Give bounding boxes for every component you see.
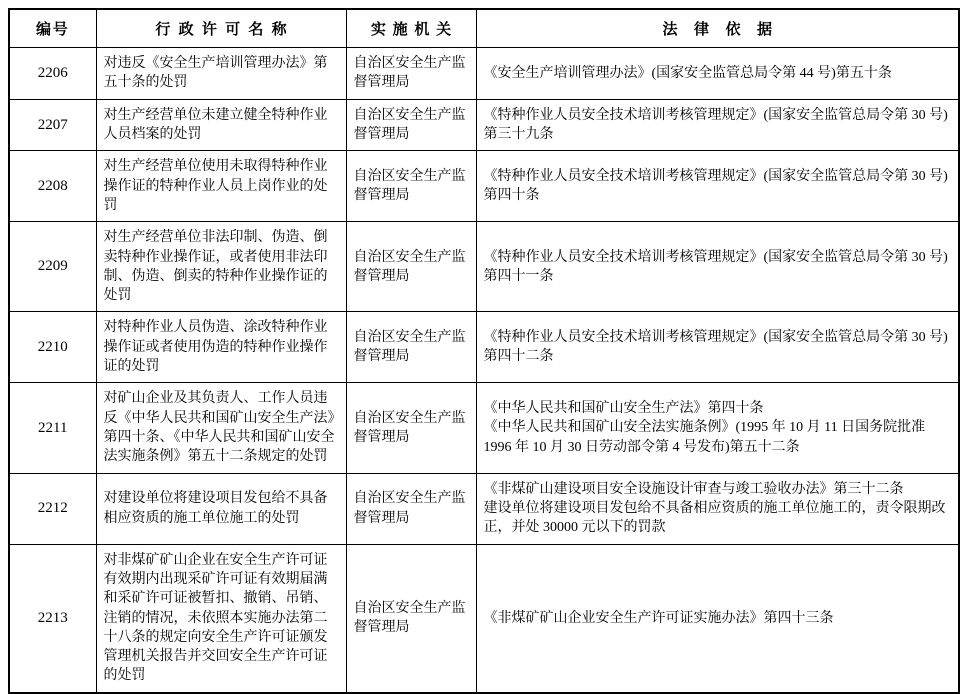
permits-table xyxy=(8,8,960,694)
legal-basis-line: 建设单位将建设项目发包给不具备相应资质的施工单位施工的，责令限期改正，并处 30000 元以下的罚款 xyxy=(483,500,946,536)
legal-basis-line: 《安全生产培训管理办法》(国家安全监管总局令第 44 号)第五十条 xyxy=(483,65,892,81)
cell-agency: 自治区安全生产监督管理局 xyxy=(346,151,476,222)
cell-agency: 自治区安全生产监督管理局 xyxy=(346,99,476,151)
cell-permit-number: 2206 xyxy=(9,48,96,100)
column-header-legal: 法律依据 xyxy=(476,9,959,48)
legal-basis-line: 《中华人民共和国矿山安全法实施条例》(1995 年 10 月 11 日国务院批准 1996 年 10 月 30 日劳动部令第 4 号发布)第五十二条 xyxy=(483,420,926,455)
column-header-name: 行政许可名称 xyxy=(96,9,346,48)
table-body xyxy=(9,48,959,693)
cell-permit-number: 2211 xyxy=(9,383,96,473)
cell-permit-number: 2213 xyxy=(9,544,96,693)
cell-agency: 自治区安全生产监督管理局 xyxy=(346,222,476,312)
column-header-agency: 实施机关 xyxy=(346,9,476,48)
cell-legal-basis xyxy=(476,222,959,312)
legal-basis-line: 《中华人民共和国矿山安全生产法》第四十条 xyxy=(483,401,764,417)
legal-basis-line: 《特种作业人员安全技术培训考核管理规定》(国家安全监管总局令第 30 号)第四十一条 xyxy=(483,249,948,284)
legal-basis-line: 《特种作业人员安全技术培训考核管理规定》(国家安全监管总局令第 30 号)第三十九条 xyxy=(483,107,948,142)
cell-permit-name: 对生产经营单位非法印制、伪造、倒卖特种作业操作证，或者使用非法印制、伪造、倒卖的特种作业操作证的处罚 xyxy=(96,222,346,312)
table-row xyxy=(9,48,959,100)
cell-agency: 自治区安全生产监督管理局 xyxy=(346,48,476,100)
table-row xyxy=(9,99,959,151)
cell-legal-basis xyxy=(476,473,959,544)
table-row xyxy=(9,312,959,383)
legal-basis-line: 《特种作业人员安全技术培训考核管理规定》(国家安全监管总局令第 30 号)第四十条 xyxy=(483,168,948,204)
cell-legal-basis xyxy=(476,151,959,222)
legal-basis-line: 《非煤矿矿山企业安全生产许可证实施办法》第四十三条 xyxy=(483,610,834,626)
cell-permit-number: 2210 xyxy=(9,312,96,383)
cell-permit-name: 对建设单位将建设项目发包给不具备相应资质的施工单位施工的处罚 xyxy=(96,473,346,544)
table-row xyxy=(9,151,959,222)
cell-permit-number: 2209 xyxy=(9,222,96,312)
cell-permit-name: 对违反《安全生产培训管理办法》第五十条的处罚 xyxy=(96,48,346,100)
cell-permit-number: 2212 xyxy=(9,473,96,544)
table-row xyxy=(9,383,959,473)
table-row xyxy=(9,473,959,544)
cell-permit-number: 2207 xyxy=(9,99,96,151)
cell-legal-basis xyxy=(476,48,959,100)
cell-legal-basis xyxy=(476,99,959,151)
cell-agency: 自治区安全生产监督管理局 xyxy=(346,383,476,473)
cell-agency: 自治区安全生产监督管理局 xyxy=(346,473,476,544)
legal-basis-line: 《特种作业人员安全技术培训考核管理规定》(国家安全监管总局令第 30 号)第四十二条 xyxy=(483,330,948,365)
cell-legal-basis xyxy=(476,544,959,693)
cell-legal-basis xyxy=(476,383,959,473)
cell-permit-name: 对生产经营单位未建立健全特种作业人员档案的处罚 xyxy=(96,99,346,151)
cell-permit-name: 对特种作业人员伪造、涂改特种作业操作证或者使用伪造的特种作业操作证的处罚 xyxy=(96,312,346,383)
cell-permit-name: 对非煤矿矿山企业在安全生产许可证有效期内出现采矿许可证有效期届满和采矿许可证被暂扣、撤销、吊销、注销的情况，未依照本实施办法第二十八条的规定向安全生产许可证颁发管理机关报告并交回安全生产许可证的处罚 xyxy=(96,544,346,693)
cell-agency: 自治区安全生产监督管理局 xyxy=(346,544,476,693)
column-header-id: 编号 xyxy=(9,9,96,48)
table-row xyxy=(9,222,959,312)
table-header-row xyxy=(9,9,959,48)
table-row xyxy=(9,544,959,693)
legal-basis-line: 《非煤矿山建设项目安全设施设计审查与竣工验收办法》第三十二条 xyxy=(483,481,904,497)
cell-legal-basis xyxy=(476,312,959,383)
cell-permit-number: 2208 xyxy=(9,151,96,222)
cell-permit-name: 对矿山企业及其负责人、工作人员违反《中华人民共和国矿山安全生产法》第四十条、《中华人民共和国矿山安全法实施条例》第五十二条规定的处罚 xyxy=(96,383,346,473)
cell-permit-name: 对生产经营单位使用未取得特种作业操作证的特种作业人员上岗作业的处罚 xyxy=(96,151,346,222)
cell-agency: 自治区安全生产监督管理局 xyxy=(346,312,476,383)
